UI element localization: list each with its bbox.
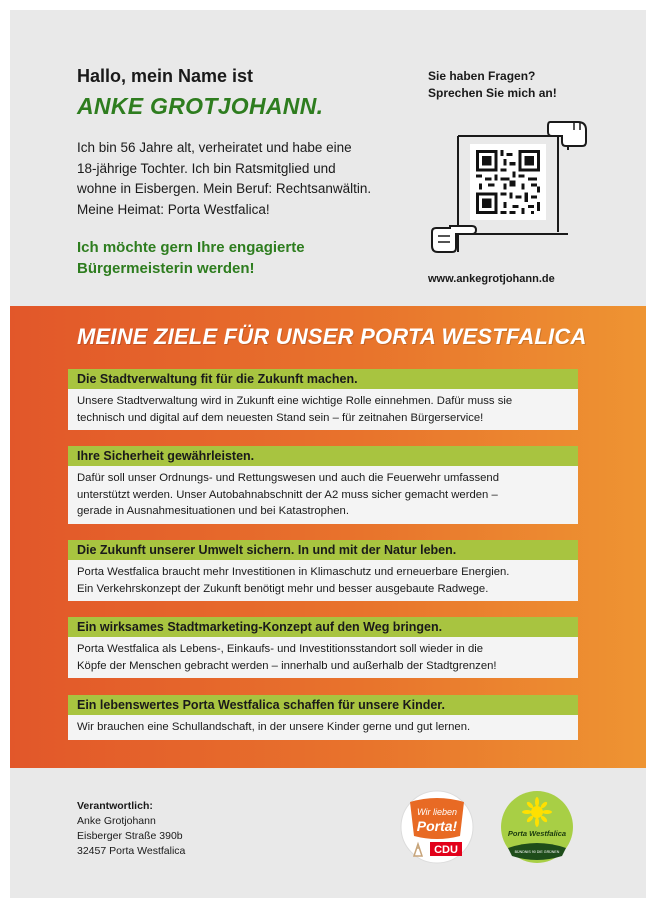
- goal-line: unterstützt werden. Unser Autobahnabschnitt der A2 muss sicher gemacht werden –: [77, 488, 498, 501]
- goal-body: [68, 389, 578, 430]
- greeting: Hallo, mein Name ist: [77, 66, 254, 86]
- cdu-logo-line1: Wir lieben: [417, 807, 457, 817]
- goal-body: [68, 637, 578, 678]
- greens-logo-tagline: BÜNDNIS 90 DIE GRÜNEN: [514, 850, 560, 854]
- goal-line: Porta Westfalica als Lebens-, Einkaufs- und Investitionsstandort soll wieder in die: [77, 643, 484, 655]
- bio-text: [77, 138, 427, 220]
- goals-title: MEINE ZIELE FÜR UNSER PORTA WESTFALICA: [77, 324, 587, 349]
- qr-code-icon[interactable]: [470, 144, 546, 220]
- imprint-line: 32457 Porta Westfalica: [77, 845, 186, 857]
- intro-section: [77, 66, 427, 279]
- goal-line: Köpfe der Menschen gebracht werden – innerhalb und außerhalb der Stadtgrenzen!: [77, 659, 497, 672]
- goal-heading: Die Zukunft unserer Umwelt sichern. In und mit der Natur leben.: [68, 540, 578, 560]
- bio-line: 18-jährige Tochter. Ich bin Ratsmitglied und: [77, 160, 336, 176]
- goal-line: Porta Westfalica braucht mehr Investitionen in Klimaschutz und erneuerbare Energien.: [77, 566, 510, 578]
- contact-question: [428, 68, 598, 102]
- pointing-hand-down-icon: [546, 116, 590, 152]
- bio-line: Ich bin 56 Jahre alt, verheiratet und habe eine: [77, 140, 352, 155]
- bio-line: Meine Heimat: Porta Westfalica!: [77, 201, 270, 217]
- bio-line: wohne in Eisbergen. Mein Beruf: Rechtsanwältin.: [77, 181, 372, 196]
- pledge-line: Ich möchte gern Ihre engagierte: [77, 239, 305, 256]
- imprint-line: Eisberger Straße 390b: [77, 830, 183, 842]
- greens-logo: [500, 790, 574, 864]
- candidate-name: ANKE GROTJOHANN.: [77, 93, 324, 119]
- pointing-hand-right-icon: [428, 222, 478, 256]
- greens-logo-text: Porta Westfalica: [507, 829, 567, 838]
- imprint-label: Verantwortlich:: [77, 800, 153, 812]
- goal-body: [68, 560, 578, 601]
- imprint: [77, 799, 185, 859]
- cdu-logo-party: CDU: [434, 844, 458, 856]
- question-line: Sie haben Fragen?: [428, 69, 536, 83]
- goal-heading: Die Stadtverwaltung fit für die Zukunft machen.: [68, 369, 578, 389]
- pledge-line: Bürgermeisterin werden!: [77, 260, 255, 277]
- pledge-text: [77, 237, 427, 279]
- contact-section: [428, 68, 598, 285]
- flyer-page: [10, 10, 646, 898]
- cdu-logo-line2: Porta!: [416, 818, 458, 834]
- goal-line: Unsere Stadtverwaltung wird in Zukunft eine wichtige Rolle einnehmen. Dafür muss sie: [77, 395, 513, 407]
- goal-body: [68, 466, 578, 524]
- cdu-logo: [400, 790, 474, 864]
- website-link[interactable]: www.ankegrotjohann.de: [428, 273, 555, 285]
- goal-line: technisch und digital auf dem neuesten Stand sein – für zeitnahen Bürgerservice!: [77, 411, 484, 424]
- goal-line: gerade in Ausnahmesituationen und bei Katastrophen.: [77, 505, 349, 517]
- qr-frame: [428, 122, 598, 262]
- question-line: Sprechen Sie mich an!: [428, 86, 557, 100]
- imprint-line: Anke Grotjohann: [77, 815, 156, 827]
- goal-line: Wir brauchen eine Schullandschaft, in der unsere Kinder gerne und gut lernen.: [77, 721, 471, 733]
- goal-line: Ein Verkehrskonzept der Zukunft benötigt mehr und besser ausgebaute Radwege.: [77, 582, 489, 595]
- goal-heading: Ihre Sicherheit gewährleisten.: [68, 446, 578, 466]
- goal-heading: Ein lebenswertes Porta Westfalica schaffen für unsere Kinder.: [68, 695, 578, 715]
- goals-section: [10, 306, 646, 768]
- goal-body: [68, 715, 578, 740]
- goal-line: Dafür soll unser Ordnungs- und Rettungswesen und auch die Feuerwehr umfassend: [77, 472, 499, 484]
- goal-heading: Ein wirksames Stadtmarketing-Konzept auf den Weg bringen.: [68, 617, 578, 637]
